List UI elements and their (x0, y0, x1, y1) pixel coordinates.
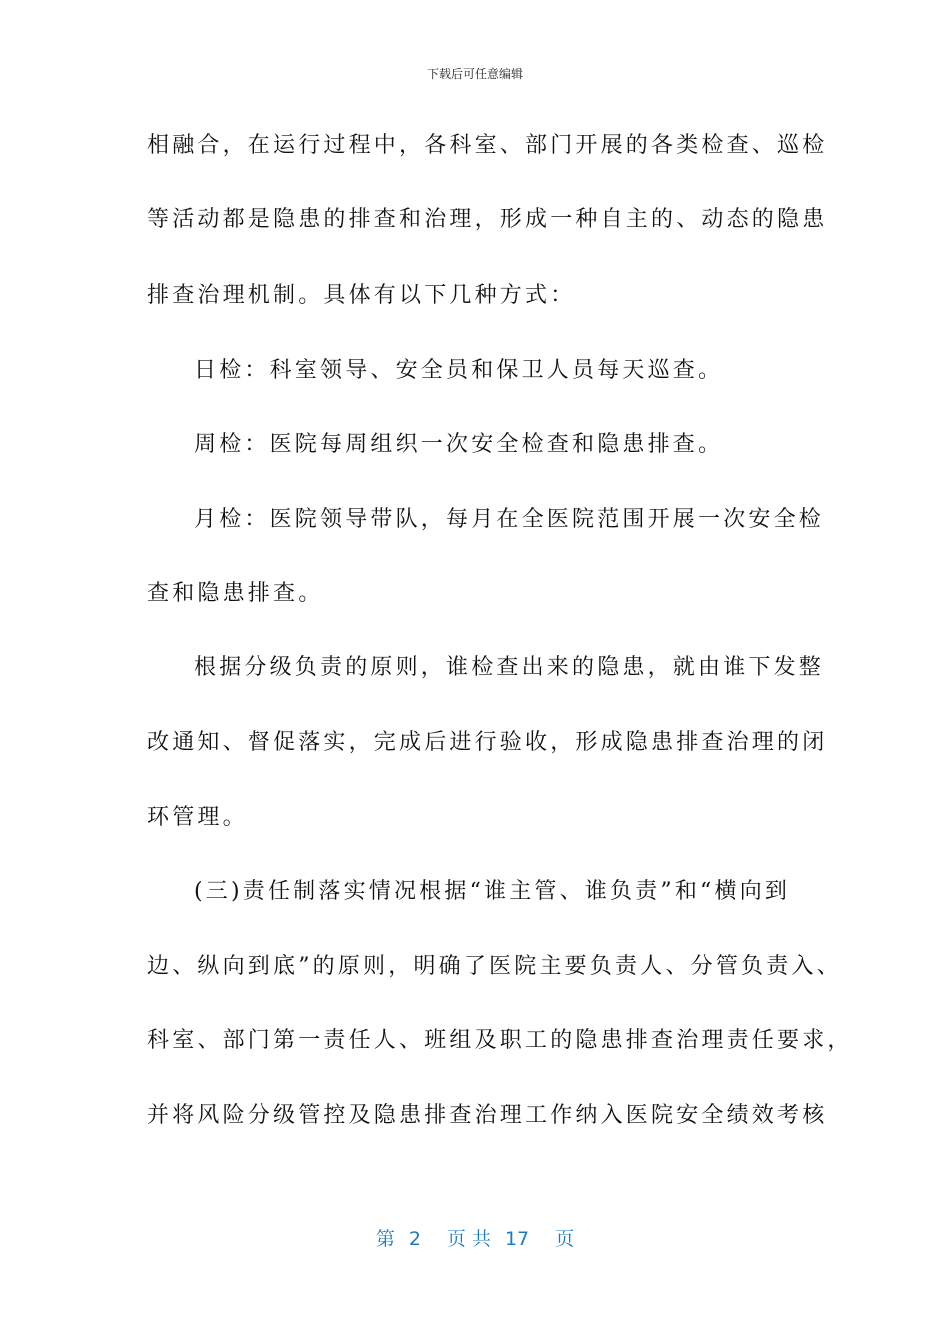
footer-page-number: 2 (408, 1228, 421, 1250)
footer-prefix: 第 (375, 1228, 395, 1250)
body-line: 等活动都是隐患的排查和治理，形成一种自主的、动态的隐患 (147, 207, 828, 232)
body-line: 相融合，在运行过程中，各科室、部门开展的各类检查、巡检 (147, 133, 828, 158)
body-line: 环管理。 (147, 805, 248, 830)
page-header-note: 下载后可任意编辑 (426, 67, 523, 81)
body-line: 周检：医院每周组织一次安全检查和隐患排查。 (194, 432, 724, 457)
body-line: 查和隐患排查。 (147, 581, 324, 606)
body-line: 改通知、督促落实，完成后进行验收，形成隐患排查治理的闭 (147, 730, 828, 755)
footer-middle: 页 共 (446, 1228, 491, 1250)
body-line: 并将风险分级管控及隐患排查治理工作纳入医院安全绩效考核 (147, 1103, 828, 1128)
body-line: 排查治理机制。具体有以下几种方式： (147, 283, 576, 308)
footer-suffix: 页 (555, 1228, 575, 1250)
body-line: 日检：科室领导、安全员和保卫人员每天巡查。 (194, 358, 724, 383)
footer-total-pages: 17 (504, 1228, 530, 1250)
body-line: 根据分级负责的原则，谁检查出来的隐患，就由谁下发整 (194, 655, 825, 680)
page-footer (0, 1226, 950, 1252)
body-line: (三)责任制落实情况根据“谁主管、谁负责”和“横向到 (194, 879, 791, 904)
body-line: 科室、部门第一责任人、班组及职工的隐患排查治理责任要求， (147, 1028, 853, 1053)
body-line: 边、纵向到底”的原则，明确了医院主要负责人、分管负责入、 (147, 954, 842, 979)
body-line: 月检：医院领导带队，每月在全医院范围开展一次安全检 (194, 507, 825, 532)
